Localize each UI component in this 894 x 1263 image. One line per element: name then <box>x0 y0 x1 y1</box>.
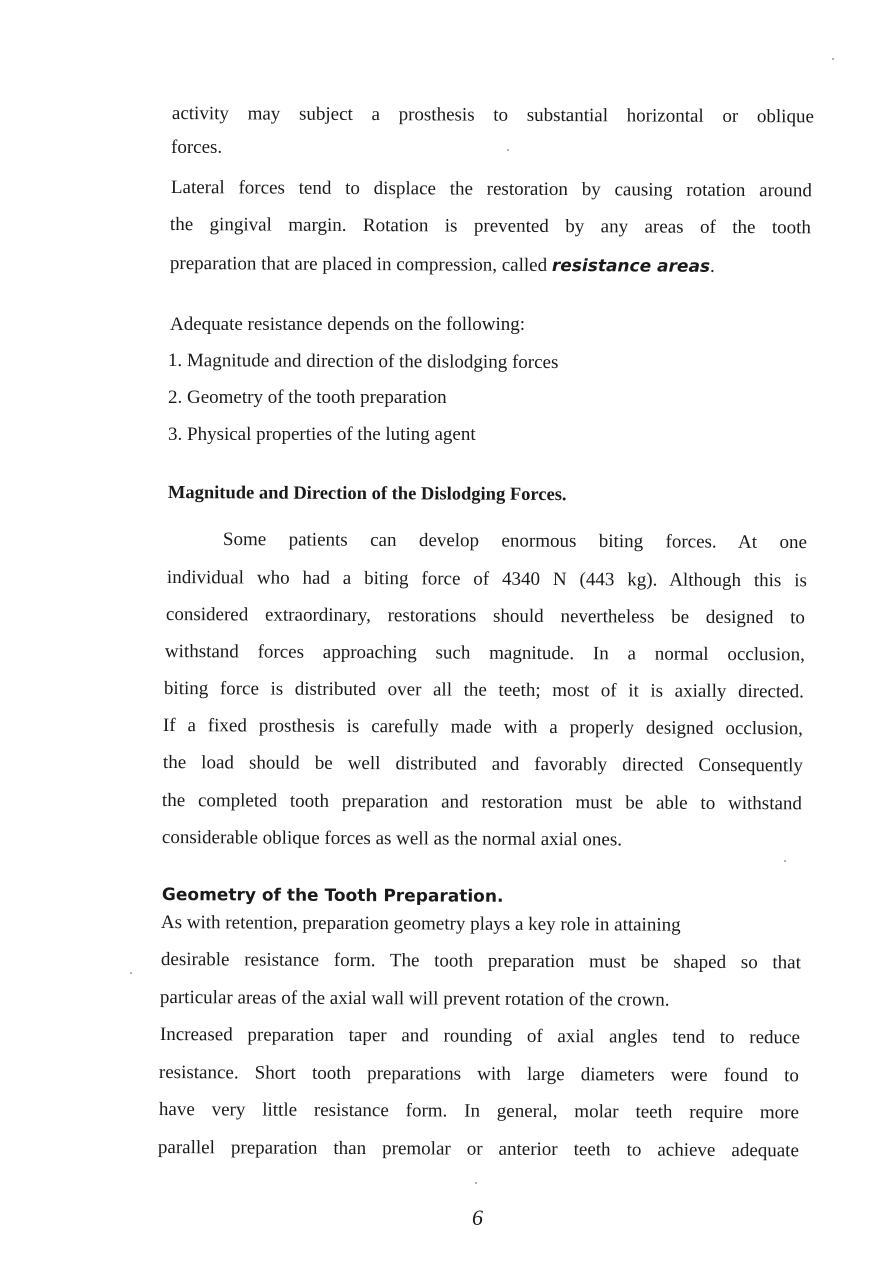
paragraph-line: As with retention, preparation geometry plays a key role in attaining <box>160 912 681 936</box>
paragraph-line: individual who had a biting force of 4340 N (443 kg). Although this is <box>166 567 807 592</box>
page-number: 6 <box>472 1205 483 1230</box>
paragraph-line: parallel preparation than premolar or anterior teeth to achieve adequate <box>157 1137 799 1162</box>
list-intro: Adequate resistance depends on the following: <box>170 314 526 335</box>
paragraph-line: the gingival margin. Rotation is prevented by any areas of the tooth <box>169 213 811 239</box>
list-item: 3. Physical properties of the luting agent <box>168 424 476 445</box>
paragraph-line: the completed tooth preparation and restoration must be able to withstand <box>161 790 802 815</box>
list-item: 1. Magnitude and direction of the dislodging forces <box>167 350 559 374</box>
paragraph-line: considerable oblique forces as well as the normal axial ones. <box>161 827 623 851</box>
scan-speck <box>475 1182 477 1184</box>
paragraph-line: the load should be well distributed and favorably directed Consequently <box>162 752 803 777</box>
paragraph-line: activity may subject a prosthesis to substantial horizontal or oblique <box>171 102 814 128</box>
scan-speck <box>507 149 509 151</box>
scan-speck <box>832 58 834 60</box>
scan-speck <box>130 972 132 974</box>
paragraph-line: particular areas of the axial wall will prevent rotation of the crown. <box>159 987 670 1011</box>
paragraph-line: Some patients can develop enormous biting forces. At one <box>222 529 807 554</box>
paragraph-line: forces. <box>171 137 223 158</box>
section-heading-geometry: Geometry of the Tooth Preparation. <box>161 885 504 907</box>
paragraph-line: considered extraordinary, restorations should nevertheless be designed to <box>165 604 805 629</box>
resistance-term: resistance areas <box>551 255 711 277</box>
resistance-line-period: . <box>710 255 715 277</box>
paragraph-line: Lateral forces tend to displace the restoration by causing rotation around <box>170 176 812 202</box>
paragraph-line: resistance. Short tooth preparations with large diameters were found to <box>158 1062 799 1087</box>
paragraph-line: Increased preparation taper and rounding of axial angles tend to reduce <box>159 1024 800 1049</box>
paragraph-line: withstand forces approaching such magnitude. In a normal occlusion, <box>164 641 805 666</box>
paragraph-line: have very little resistance form. In general, molar teeth require more <box>158 1099 799 1124</box>
section-heading-forces: Magnitude and Direction of the Dislodging Forces. <box>167 482 567 506</box>
resistance-line-text: preparation that are placed in compression, called <box>169 252 548 276</box>
paragraph-line: desirable resistance form. The tooth preparation must be shaped so that <box>160 949 801 974</box>
paragraph-line: biting force is distributed over all the teeth; most of it is axially directed. <box>163 678 804 703</box>
paragraph-line-resistance <box>170 252 715 279</box>
paragraph-line: If a fixed prosthesis is carefully made with a properly designed occlusion, <box>162 715 803 740</box>
scan-speck <box>784 860 786 862</box>
list-item: 2. Geometry of the tooth preparation <box>168 387 447 408</box>
